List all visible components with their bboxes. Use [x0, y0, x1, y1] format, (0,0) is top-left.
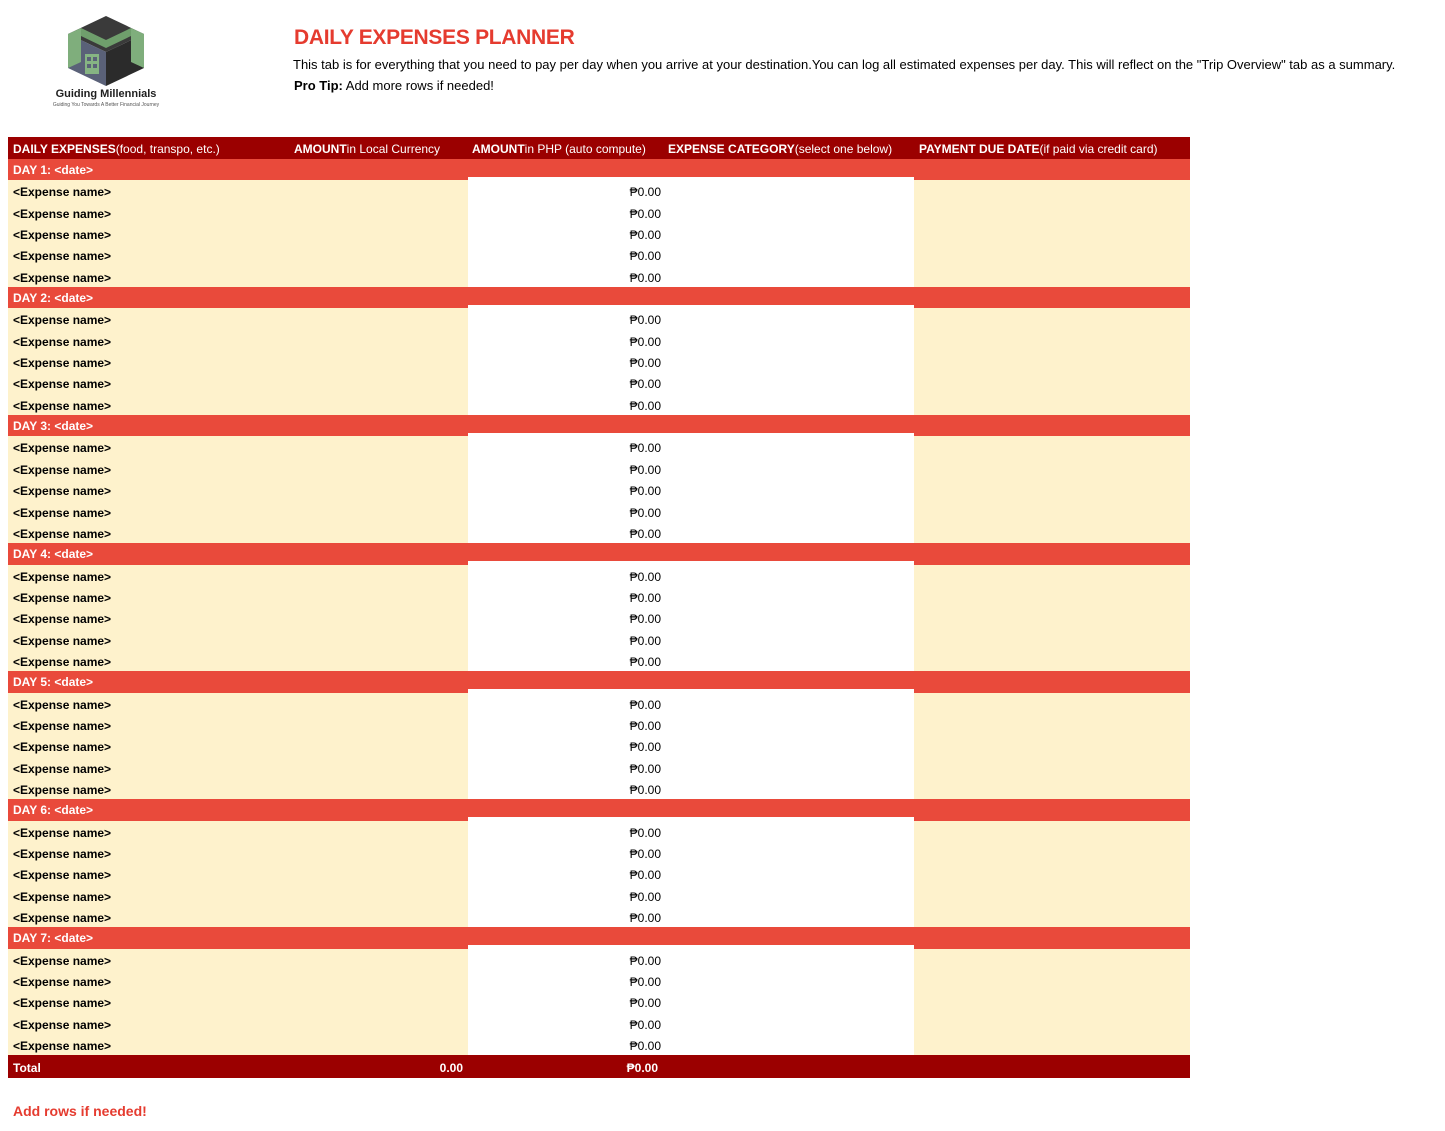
expense-php-amount: ₱0.00: [629, 633, 661, 648]
pro-tip: [294, 78, 494, 93]
expense-php-amount: ₱0.00: [629, 761, 661, 776]
payment-due-date-cell[interactable]: [914, 522, 1190, 543]
days-container: [8, 159, 1190, 1055]
day-header-row: [8, 927, 1190, 948]
payment-due-date-cell[interactable]: [914, 607, 1190, 628]
expense-row: [8, 565, 1190, 586]
expense-row: [8, 223, 1190, 244]
expense-row: [8, 351, 1190, 372]
expense-row: [8, 308, 1190, 329]
header-daily-expenses: DAILY EXPENSES(food, transpo, etc.): [13, 142, 220, 156]
expense-row: [8, 202, 1190, 223]
payment-due-date-cell[interactable]: [914, 735, 1190, 756]
payment-due-date-cell[interactable]: [914, 949, 1190, 970]
day-label: DAY 5: <date>: [13, 675, 94, 690]
payment-due-date-cell[interactable]: [914, 479, 1190, 500]
expense-php-amount: ₱0.00: [629, 825, 661, 840]
expense-name[interactable]: <Expense name>: [13, 1017, 112, 1032]
day-label: DAY 6: <date>: [13, 803, 94, 818]
logo-tagline: Guiding You Towards A Better Financial Journey: [52, 102, 160, 108]
expense-row: [8, 607, 1190, 628]
payment-due-date-cell[interactable]: [914, 991, 1190, 1012]
expense-name[interactable]: <Expense name>: [13, 761, 112, 776]
expense-name[interactable]: <Expense name>: [13, 590, 112, 605]
expense-php-amount: ₱0.00: [629, 569, 661, 584]
expense-row: [8, 650, 1190, 671]
total-local-amount: 0.00: [439, 1061, 463, 1076]
payment-due-date-cell[interactable]: [914, 372, 1190, 393]
expense-php-amount: ₱0.00: [629, 334, 661, 349]
day-header-row: [8, 543, 1190, 564]
expense-row: [8, 991, 1190, 1012]
expense-row: [8, 863, 1190, 884]
expense-row: [8, 522, 1190, 543]
total-label: Total: [13, 1061, 41, 1076]
payment-due-date-cell[interactable]: [914, 885, 1190, 906]
payment-due-date-cell[interactable]: [914, 458, 1190, 479]
payment-due-date-cell[interactable]: [914, 842, 1190, 863]
payment-due-date-cell[interactable]: [914, 394, 1190, 415]
day-header-row: [8, 799, 1190, 820]
expense-php-amount: ₱0.00: [629, 718, 661, 733]
table-header-row: [8, 137, 1190, 159]
expenses-table: [8, 137, 1190, 1078]
expense-php-amount: ₱0.00: [629, 911, 661, 926]
expense-name[interactable]: <Expense name>: [13, 569, 112, 584]
payment-due-date-cell[interactable]: [914, 436, 1190, 457]
payment-due-date-cell[interactable]: [914, 757, 1190, 778]
expense-row: [8, 1013, 1190, 1034]
expense-row: [8, 714, 1190, 735]
expense-name[interactable]: <Expense name>: [13, 526, 112, 541]
logo-name: Guiding Millennials: [55, 88, 157, 100]
expense-row: [8, 693, 1190, 714]
expense-php-amount: ₱0.00: [629, 270, 661, 285]
expense-name[interactable]: <Expense name>: [13, 740, 112, 755]
expense-php-amount: ₱0.00: [629, 185, 661, 200]
expense-php-amount: ₱0.00: [629, 996, 661, 1011]
expense-php-amount: ₱0.00: [629, 975, 661, 990]
expense-name[interactable]: <Expense name>: [13, 228, 112, 243]
payment-due-date-cell[interactable]: [914, 223, 1190, 244]
expense-php-amount: ₱0.00: [629, 740, 661, 755]
expense-name[interactable]: <Expense name>: [13, 633, 112, 648]
expense-php-amount: ₱0.00: [629, 526, 661, 541]
expense-name[interactable]: <Expense name>: [13, 782, 112, 797]
header-amount-php: AMOUNTin PHP (auto compute): [472, 142, 646, 156]
expense-name[interactable]: <Expense name>: [13, 1039, 112, 1054]
day-label: DAY 1: <date>: [13, 163, 94, 177]
expense-name[interactable]: <Expense name>: [13, 889, 112, 904]
expense-name[interactable]: <Expense name>: [13, 356, 112, 371]
expense-name[interactable]: <Expense name>: [13, 953, 112, 968]
logo: [40, 14, 172, 118]
payment-due-date-cell[interactable]: [914, 180, 1190, 201]
expense-name[interactable]: <Expense name>: [13, 462, 112, 477]
header-expense-category: EXPENSE CATEGORY(select one below): [668, 142, 893, 156]
expense-row: [8, 394, 1190, 415]
expense-php-amount: ₱0.00: [629, 356, 661, 371]
expense-name[interactable]: <Expense name>: [13, 718, 112, 733]
expense-php-amount: ₱0.00: [629, 441, 661, 456]
expense-row: [8, 970, 1190, 991]
expense-php-amount: ₱0.00: [629, 847, 661, 861]
day-label: DAY 2: <date>: [13, 291, 94, 306]
expense-name[interactable]: <Expense name>: [13, 206, 112, 221]
expense-php-amount: ₱0.00: [629, 889, 661, 904]
expense-name[interactable]: <Expense name>: [13, 654, 112, 669]
expense-row: [8, 629, 1190, 650]
day-label: DAY 4: <date>: [13, 547, 94, 562]
expense-name[interactable]: <Expense name>: [13, 313, 112, 328]
expense-row: [8, 1034, 1190, 1055]
payment-due-date-cell[interactable]: [914, 714, 1190, 735]
day-header-row: [8, 287, 1190, 308]
expense-php-amount: ₱0.00: [629, 782, 661, 797]
payment-due-date-cell[interactable]: [914, 821, 1190, 842]
payment-due-date-cell[interactable]: [914, 1013, 1190, 1034]
payment-due-date-cell[interactable]: [914, 565, 1190, 586]
add-rows-note: Add rows if needed!: [13, 1103, 147, 1119]
expense-row: [8, 372, 1190, 393]
payment-due-date-cell[interactable]: [914, 351, 1190, 372]
pro-tip-text: Add more rows if needed!: [342, 78, 494, 93]
expense-row: [8, 501, 1190, 522]
expense-row: [8, 266, 1190, 287]
house-cube-icon: [61, 14, 151, 86]
expense-row: [8, 949, 1190, 970]
payment-due-date-cell[interactable]: [914, 863, 1190, 884]
total-php-amount: ₱0.00: [626, 1061, 658, 1076]
expense-php-amount: ₱0.00: [629, 462, 661, 477]
total-row: [8, 1055, 1190, 1078]
expense-name[interactable]: <Expense name>: [13, 484, 112, 499]
expense-row: [8, 821, 1190, 842]
day-label: DAY 3: <date>: [13, 419, 94, 434]
expense-row: [8, 778, 1190, 799]
page-description: This tab is for everything that you need to pay per day when you arrive at your destination.You can log all estimated expenses per day. This will reflect on the "Trip Overview" tab as a summary.: [293, 57, 1396, 72]
expense-row: [8, 842, 1190, 863]
expense-row: [8, 735, 1190, 756]
expense-name[interactable]: <Expense name>: [13, 825, 112, 840]
expense-php-amount: ₱0.00: [629, 697, 661, 712]
payment-due-date-cell[interactable]: [914, 629, 1190, 650]
expense-php-amount: ₱0.00: [629, 590, 661, 605]
expense-row: [8, 757, 1190, 778]
expense-name[interactable]: <Expense name>: [13, 697, 112, 712]
expense-name[interactable]: <Expense name>: [13, 398, 112, 413]
expense-php-amount: ₱0.00: [629, 612, 661, 627]
payment-due-date-cell[interactable]: [914, 501, 1190, 522]
payment-due-date-cell[interactable]: [914, 970, 1190, 991]
day-header-row: [8, 159, 1190, 180]
expense-row: [8, 458, 1190, 479]
expense-row: [8, 244, 1190, 265]
expense-name[interactable]: <Expense name>: [13, 847, 112, 861]
expense-row: [8, 180, 1190, 201]
expense-name[interactable]: <Expense name>: [13, 377, 112, 392]
payment-due-date-cell[interactable]: [914, 330, 1190, 351]
day-header-row: [8, 415, 1190, 436]
payment-due-date-cell[interactable]: [914, 202, 1190, 223]
header-amount-local: AMOUNTin Local Currency: [294, 142, 441, 156]
expense-php-amount: ₱0.00: [629, 377, 661, 392]
day-label: DAY 7: <date>: [13, 931, 94, 946]
expense-php-amount: ₱0.00: [629, 505, 661, 520]
payment-due-date-cell[interactable]: [914, 650, 1190, 671]
payment-due-date-cell[interactable]: [914, 906, 1190, 927]
expense-name[interactable]: <Expense name>: [13, 270, 112, 285]
expense-name[interactable]: <Expense name>: [13, 249, 112, 264]
expense-row: [8, 479, 1190, 500]
expense-php-amount: ₱0.00: [629, 1017, 661, 1032]
payment-due-date-cell[interactable]: [914, 778, 1190, 799]
expense-php-amount: ₱0.00: [629, 206, 661, 221]
expense-row: [8, 906, 1190, 927]
pro-tip-label: Pro Tip:: [294, 78, 343, 93]
expense-row: [8, 586, 1190, 607]
expense-name[interactable]: <Expense name>: [13, 975, 112, 990]
payment-due-date-cell[interactable]: [914, 1034, 1190, 1055]
payment-due-date-cell[interactable]: [914, 244, 1190, 265]
payment-due-date-cell[interactable]: [914, 693, 1190, 714]
payment-due-date-cell[interactable]: [914, 586, 1190, 607]
expense-name[interactable]: <Expense name>: [13, 612, 112, 627]
expense-php-amount: ₱0.00: [629, 868, 661, 883]
expense-row: [8, 436, 1190, 457]
expense-php-amount: ₱0.00: [629, 313, 661, 328]
expense-name[interactable]: <Expense name>: [13, 441, 112, 456]
expense-php-amount: ₱0.00: [629, 1039, 661, 1054]
expense-php-amount: ₱0.00: [629, 398, 661, 413]
day-header-row: [8, 671, 1190, 692]
expense-name[interactable]: <Expense name>: [13, 505, 112, 520]
expense-name[interactable]: <Expense name>: [13, 996, 112, 1011]
expense-name[interactable]: <Expense name>: [13, 868, 112, 883]
expense-row: [8, 885, 1190, 906]
payment-due-date-cell[interactable]: [914, 266, 1190, 287]
header-payment-due-date: PAYMENT DUE DATE(if paid via credit card): [919, 142, 1158, 156]
expense-name[interactable]: <Expense name>: [13, 334, 112, 349]
expense-row: [8, 330, 1190, 351]
payment-due-date-cell[interactable]: [914, 308, 1190, 329]
page-title: DAILY EXPENSES PLANNER: [294, 26, 575, 49]
expense-name[interactable]: <Expense name>: [13, 911, 112, 926]
expense-php-amount: ₱0.00: [629, 484, 661, 499]
expense-php-amount: ₱0.00: [629, 228, 661, 243]
expense-name[interactable]: <Expense name>: [13, 185, 112, 200]
expense-php-amount: ₱0.00: [629, 953, 661, 968]
expense-php-amount: ₱0.00: [629, 654, 661, 669]
expense-php-amount: ₱0.00: [629, 249, 661, 264]
